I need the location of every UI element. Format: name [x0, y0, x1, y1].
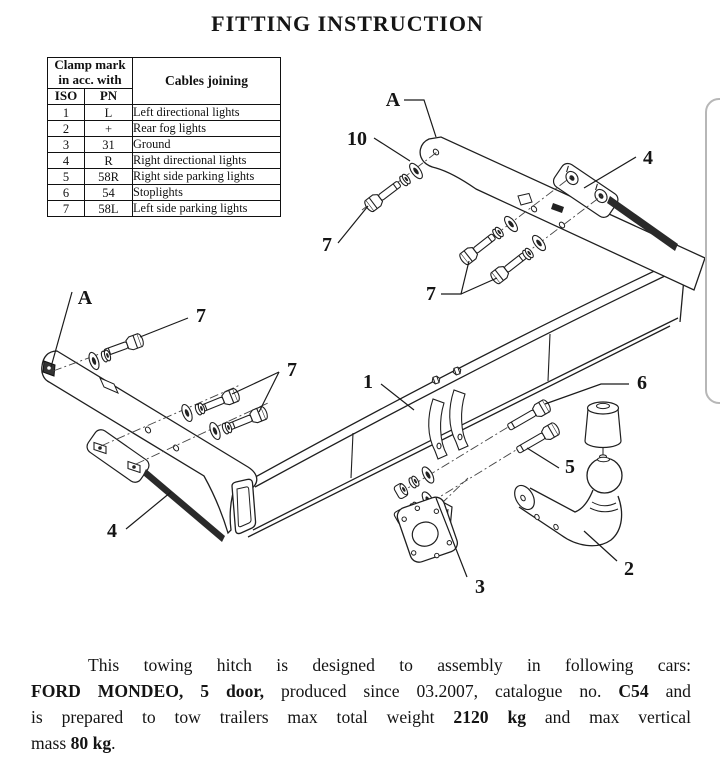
- clamp-mark-header: [48, 58, 133, 89]
- paragraph-text: is prepared to tow trailers max total weight: [31, 707, 454, 727]
- clamp-mark-table: [47, 57, 281, 217]
- label-a-top: A: [385, 89, 401, 111]
- paragraph-text: and max vertical: [526, 707, 692, 727]
- label-7-topleft: 7: [322, 234, 332, 256]
- table-row: [48, 105, 281, 121]
- pn-cell: 54: [85, 185, 133, 201]
- paragraph-line: [31, 704, 691, 730]
- cable-cell: Left side parking lights: [133, 201, 281, 217]
- cable-cell: Left directional lights: [133, 105, 281, 121]
- label-2: 2: [624, 558, 634, 580]
- label-7-left-a: 7: [196, 305, 206, 327]
- right-arm: [420, 137, 705, 290]
- iso-cell: 7: [48, 201, 85, 217]
- pn-cell: 31: [85, 137, 133, 153]
- label-6: 6: [637, 372, 647, 394]
- table-row: [48, 121, 281, 137]
- paragraph-line: [31, 652, 691, 678]
- paragraph-text: .: [111, 733, 116, 753]
- label-1: 1: [363, 371, 373, 393]
- left-arm: [42, 351, 257, 533]
- iso-cell: 2: [48, 121, 85, 137]
- cross-beam: [248, 256, 690, 537]
- pn-header: PN: [85, 89, 133, 105]
- paragraph-text: and: [648, 681, 691, 701]
- catalogue-number: C54: [618, 681, 649, 701]
- label-3: 3: [475, 576, 485, 598]
- cable-cell: Right side parking lights: [133, 169, 281, 185]
- label-4-right: 4: [643, 147, 653, 169]
- page-title: FITTING INSTRUCTION: [211, 11, 484, 36]
- socket-plate: [395, 495, 460, 566]
- label-10: 10: [347, 128, 367, 150]
- car-model-text: FORD MONDEO, 5 door,: [31, 681, 264, 701]
- table-row: [48, 185, 281, 201]
- beam-tube-end: [232, 479, 256, 533]
- label-4-bottomleft: 4: [107, 520, 117, 542]
- table-row: [48, 201, 281, 217]
- cables-joining-header: Cables joining: [133, 58, 281, 105]
- table-row: [48, 153, 281, 169]
- label-a-left: A: [77, 287, 93, 309]
- pn-cell: 58R: [85, 169, 133, 185]
- pn-cell: L: [85, 105, 133, 121]
- cable-cell: Ground: [133, 137, 281, 153]
- iso-cell: 6: [48, 185, 85, 201]
- pn-cell: 58L: [85, 201, 133, 217]
- paragraph-text: This towing hitch is designed to assembly in following cars:: [88, 655, 691, 675]
- max-vertical-mass-value: 80 kg: [70, 733, 112, 753]
- pn-cell: R: [85, 153, 133, 169]
- cable-cell: Right directional lights: [133, 153, 281, 169]
- iso-cell: 5: [48, 169, 85, 185]
- cable-cell: Rear fog lights: [133, 121, 281, 137]
- label-7-center: 7: [426, 283, 436, 305]
- table-row: [48, 137, 281, 153]
- paragraph-text: produced since 03.2007, catalogue no.: [264, 681, 619, 701]
- cable-cell: Stoplights: [133, 185, 281, 201]
- description-paragraph: [31, 652, 691, 756]
- label-5: 5: [565, 456, 575, 478]
- clamp-header-line2: in acc. with: [58, 72, 122, 87]
- iso-header: ISO: [48, 89, 85, 105]
- max-weight-value: 2120 kg: [453, 707, 527, 727]
- iso-cell: 4: [48, 153, 85, 169]
- clamp-header-line1: Clamp mark: [54, 57, 126, 73]
- label-7-left-b: 7: [287, 359, 297, 381]
- paragraph-line: [31, 730, 691, 756]
- paragraph-text: mass: [31, 733, 71, 753]
- table-row: [48, 169, 281, 185]
- iso-cell: 3: [48, 137, 85, 153]
- iso-cell: 1: [48, 105, 85, 121]
- support-straps: [429, 366, 468, 459]
- scrollbar-thumb[interactable]: [705, 98, 720, 404]
- paragraph-line: [31, 678, 691, 704]
- pn-cell: +: [85, 121, 133, 137]
